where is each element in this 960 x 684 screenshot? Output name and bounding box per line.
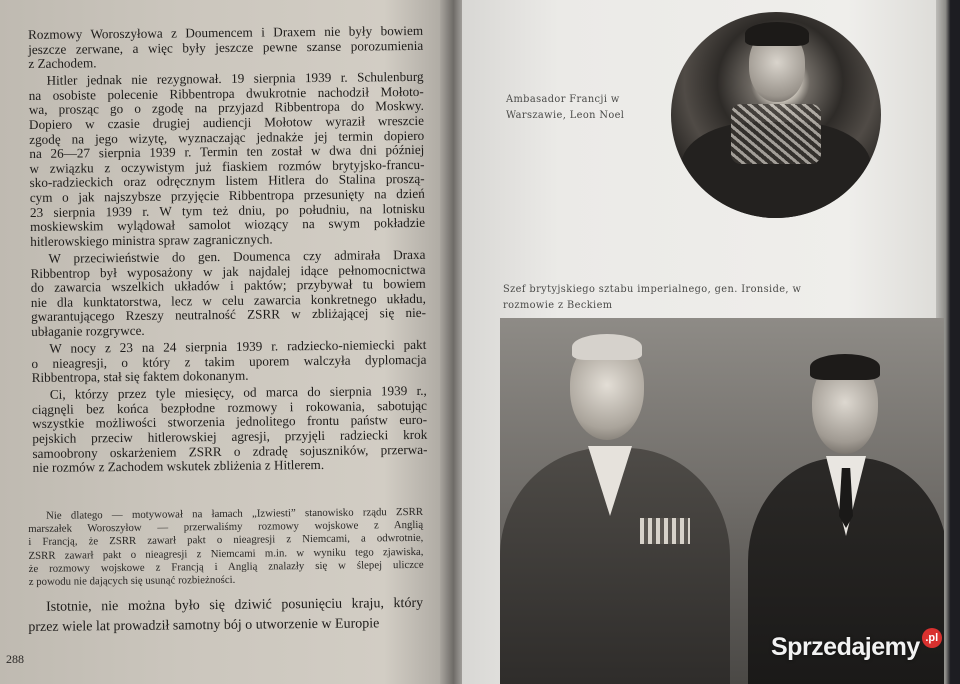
text-line: samoobrony oskarżeniem ZSRR o zdradę sojuszników, przerwa- [32,441,428,461]
text-line: Hitler jednak nie rezygnował. 19 sierpnia 1939 r. Schulenburg [46,69,424,89]
text-line: i Francją, że ZSRR zawarł pakt o nieagresji z Niemcami, a odwrotnie, [28,532,424,549]
text-line: w związku z oczywistym już fiaskiem rozmów brytyjsko-francu- [29,156,425,176]
portrait-hair [745,22,809,46]
text-line: ubłaganie rozgrywce. [31,322,145,339]
text-line: sko-radzieckich oraz odręcznym listem Hitlera do Stalina proszą- [29,171,425,191]
text-line: przez wiele lat prowadził samotny bój o utworzenie w Europie [28,616,380,635]
text-line: z powodu nie dających się usunąć rozbieżności. [28,573,236,589]
text-line: wa, prosząc go o zgodę na przyjazd Ribbentropa do Moskwy. [28,98,424,118]
text-line: 23 sierpnia 1939 r. W tym też dniu, po południu, na lotnisku [29,200,425,220]
figure-ironside-hair [572,334,642,360]
text-line: Dopiero w czasie drugiej audiencji Mołotow wyraził wreszcie [28,112,425,133]
figure-beck-hair [810,354,880,380]
text-line: do zawarcia wszelkich układów i paktów; przybywał tu bowiem [30,275,426,296]
watermark-tld-badge: .pl [922,628,942,648]
text-line: Ci, którzy przez tyle miesięcy, od marca do sierpnia 1939 r., [49,383,427,403]
text-line: marszałek Woroszyłow — przerwaliśmy rozmowy wojskowe z Anglią [28,519,424,536]
text-line: ciągnęli bez końca bezpłodne rozmowy i rokowania, sabotując [31,397,428,417]
photo-ironside-beck [500,318,944,684]
paragraph [28,24,423,72]
text-line: gwarantującego Rzeszy neutralność ZSRR w zbliżającej się nie- [30,305,427,325]
paragraph [32,384,428,476]
text-line: na 26—27 sierpnia 1939 r. Termin ten został w dwa dni później [29,142,425,162]
text-line: zgodę na jego wizytę, wyznaczając jednakże jej termin dopiero [29,127,425,147]
text-line: ZSRR zawarł pakt o nieagresji z Niemcami m.in. w wyniku tego zjawiska, [28,545,424,562]
page-number: 288 [6,652,24,666]
photo-caption: Szef brytyjskiego sztabu imperialnego, gen. Ironside, w rozmowie z Beckiem [503,284,802,311]
paragraph [31,338,426,386]
figure-ironside-medals [640,518,690,544]
text-line: moskiewskim wylądował samolot wiozący na swym pokładzie [30,215,426,235]
paragraph [30,248,426,340]
text-line: Nie dlatego — motywował na łamach „Izwiesti” stanowisko rządu ZSRR [45,505,424,522]
text-line: jeszcze zerwane, a więc były jeszcze pewne szanse porozumienia [28,37,424,57]
closing-paragraph [28,594,423,638]
text-line: cym o jak najszybsze przyjęcie Ribbentropa przesunięty na dzień [29,185,425,206]
text-line: Istotnie, nie można było się dziwić posunięciu kraju, który [46,595,424,615]
text-line: nie dla kunktatorstwa, lecz w celu zawarcia konkretnego układu, [30,290,426,310]
text-line: hitlerowskiego ministra spraw zagranicznych. [30,231,273,249]
watermark-brand: Sprzedajemy [771,633,920,661]
body-text [28,24,428,478]
text-line: wszystkie możliwości stworzenia jednolitego frontu państw euro- [32,412,428,432]
text-line: że rozmowy wojskowe z Francją i Anglią znalazły się w ślepej uliczce [28,558,424,575]
text-line: W nocy z 23 na 24 sierpnia 1939 r. radziecko-niemiecki pakt [49,336,427,356]
text-line: Ribbentropa, stał się faktem dokonanym. [31,367,249,386]
portrait-caption: Ambasador Francji w Warszawie, Leon Noel [506,94,625,121]
sprzedajemy-watermark-logo [771,632,942,662]
footnote-quote [28,506,424,589]
text-line: z Zachodem. [28,55,97,72]
text-line: Rozmowy Woroszyłowa z Doumencem i Draxem nie były bowiem [27,22,424,42]
paragraph [28,70,425,249]
text-line: na osobiste polecenie Ribbentropa dwukrotnie nachodził Mołoto- [28,83,424,103]
text-line: nie rozmów z Zachodem wskutek zbliżenia z Hitlerem. [32,457,325,476]
text-line: pejskich przeciw hitlerowskiej agresji, przyjęli radziecki krok [32,426,428,447]
portrait-photo-leon-noel [671,12,881,218]
portrait-embroidered-collar [731,104,821,164]
text-line: o nieagresji, o który z takim uporem walczyła dyplomacja [31,351,427,371]
text-line: Ribbentrop był wyposażony w jak najdalej idące pełnomocnictwa [30,261,426,281]
text-line: W przeciwieństwie do gen. Doumenca czy admirała Draxa [48,246,426,266]
